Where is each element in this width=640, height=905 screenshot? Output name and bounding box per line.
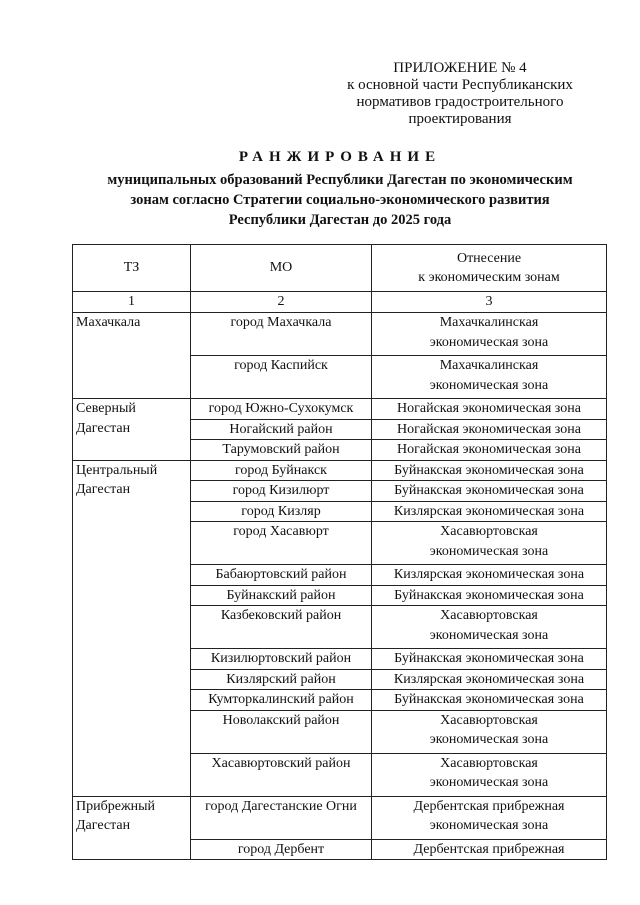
table-header-row (73, 245, 607, 292)
document-subtitle (80, 170, 600, 230)
economic-zone-text: Кизлярская экономическая зона (393, 567, 585, 582)
column-number-row (73, 292, 607, 313)
municipality-cell: город Буйнакск (191, 460, 372, 481)
header-zone-line: Отнесение (456, 250, 522, 266)
economic-zone-cell (372, 399, 607, 420)
municipality-cell: Бабаюртовский район (191, 565, 372, 586)
economic-zone-cell (372, 440, 607, 461)
territorial-zone-name: Дагестан (76, 420, 131, 436)
economic-zone-text: экономическая зона (429, 775, 549, 790)
territorial-zone-cell (73, 460, 191, 796)
economic-zone-cell (372, 585, 607, 606)
territorial-zone-cell (73, 313, 191, 399)
economic-zone-text: Махачкалинская (439, 358, 539, 373)
appendix-line: нормативов градостроительного (356, 94, 564, 110)
economic-zone-cell (372, 356, 607, 399)
economic-zone-text: Буйнакская экономическая зона (394, 692, 584, 707)
territorial-zone-cell (73, 399, 191, 461)
municipality-cell: город Дербент (191, 839, 372, 860)
economic-zone-text: Буйнакская экономическая зона (394, 462, 584, 478)
economic-zone-text: Ногайская экономическая зона (397, 442, 581, 457)
economic-zone-cell (372, 669, 607, 690)
territorial-zone-name: Дагестан (76, 482, 131, 497)
subtitle-line: Республики Дагестан до 2025 года (228, 212, 452, 228)
header-zone (372, 245, 607, 292)
municipality-cell: Казбековский район (191, 606, 372, 649)
municipality-cell: Новолакский район (191, 710, 372, 753)
document-title: РАНЖИРОВАНИЕ (238, 149, 442, 165)
economic-zone-text: экономическая зона (429, 627, 549, 643)
municipality-cell: город Дагестанские Огни (191, 796, 372, 839)
territorial-zone-name: Центральный (76, 462, 158, 478)
table-body (73, 313, 607, 860)
economic-zone-text: Ногайская экономическая зона (397, 421, 581, 437)
economic-zone-text: Кизлярская экономическая зона (393, 671, 585, 687)
municipality-cell: Кумторкалинский район (191, 690, 372, 711)
municipality-cell: город Кизляр (191, 501, 372, 522)
header-zone-line: к экономическим зонам (418, 270, 560, 285)
economic-zone-text: Дербентская прибрежная (413, 841, 565, 857)
economic-zone-cell (372, 606, 607, 649)
economic-zone-cell (372, 796, 607, 839)
economic-zone-cell (372, 419, 607, 440)
municipality-cell: город Кизилюрт (191, 481, 372, 502)
ranking-table (72, 244, 607, 860)
column-number: 3 (372, 292, 607, 313)
economic-zone-text: Кизлярская экономическая зона (393, 503, 585, 519)
table-row (73, 796, 607, 839)
appendix-line: проектирования (408, 111, 512, 127)
economic-zone-cell (372, 753, 607, 796)
economic-zone-text: экономическая зона (429, 543, 549, 559)
economic-zone-text: Буйнакская экономическая зона (394, 651, 584, 666)
appendix-header (330, 60, 590, 128)
economic-zone-cell (372, 839, 607, 860)
municipality-cell: Ногайский район (191, 419, 372, 440)
municipality-cell: город Южно-Сухокумск (191, 399, 372, 420)
municipality-cell: Кизилюртовский район (191, 649, 372, 670)
appendix-line: к основной части Республиканских (347, 77, 573, 93)
column-number: 2 (191, 292, 372, 313)
header-tz: ТЗ (73, 245, 191, 292)
territorial-zone-name: Прибрежный (76, 798, 156, 814)
economic-zone-cell (372, 460, 607, 481)
economic-zone-cell (372, 481, 607, 502)
table-row (73, 460, 607, 481)
economic-zone-text: Махачкалинская (439, 315, 539, 330)
economic-zone-text: Хасавюртовская (440, 608, 538, 623)
header-mo: МО (191, 245, 372, 292)
subtitle-line: муниципальных образований Республики Дагестан по экономическим (107, 172, 573, 188)
economic-zone-cell (372, 690, 607, 711)
municipality-cell: Кизлярский район (191, 669, 372, 690)
economic-zone-cell (372, 649, 607, 670)
economic-zone-text: экономическая зона (429, 377, 549, 393)
subtitle-line: зонам согласно Стратегии социально-экономического развития (130, 192, 550, 208)
appendix-number: ПРИЛОЖЕНИЕ № 4 (393, 60, 527, 76)
economic-zone-cell (372, 522, 607, 565)
territorial-zone-cell (73, 796, 191, 860)
economic-zone-text: экономическая зона (429, 732, 549, 747)
economic-zone-cell (372, 710, 607, 753)
economic-zone-text: Ногайская экономическая зона (397, 401, 581, 416)
table-row (73, 313, 607, 356)
economic-zone-text: Буйнакская экономическая зона (394, 587, 584, 603)
municipality-cell: Тарумовский район (191, 440, 372, 461)
territorial-zone-name: Северный (76, 401, 136, 416)
economic-zone-text: экономическая зона (429, 818, 549, 833)
economic-zone-cell (372, 501, 607, 522)
economic-zone-text: Буйнакская экономическая зона (394, 483, 584, 498)
economic-zone-text: Дербентская прибрежная (413, 798, 565, 814)
table-row (73, 399, 607, 420)
economic-zone-text: экономическая зона (429, 334, 549, 350)
municipality-cell: город Махачкала (191, 313, 372, 356)
economic-zone-text: Хасавюртовская (440, 755, 538, 771)
economic-zone-cell (372, 565, 607, 586)
economic-zone-text: Хасавюртовская (440, 524, 538, 539)
municipality-cell: город Хасавюрт (191, 522, 372, 565)
economic-zone-cell (372, 313, 607, 356)
municipality-cell: Хасавюртовский район (191, 753, 372, 796)
economic-zone-text: Хасавюртовская (440, 712, 538, 728)
territorial-zone-name: Махачкала (76, 315, 141, 330)
municipality-cell: Буйнакский район (191, 585, 372, 606)
territorial-zone-name: Дагестан (76, 818, 131, 833)
column-number: 1 (73, 292, 191, 313)
municipality-cell: город Каспийск (191, 356, 372, 399)
